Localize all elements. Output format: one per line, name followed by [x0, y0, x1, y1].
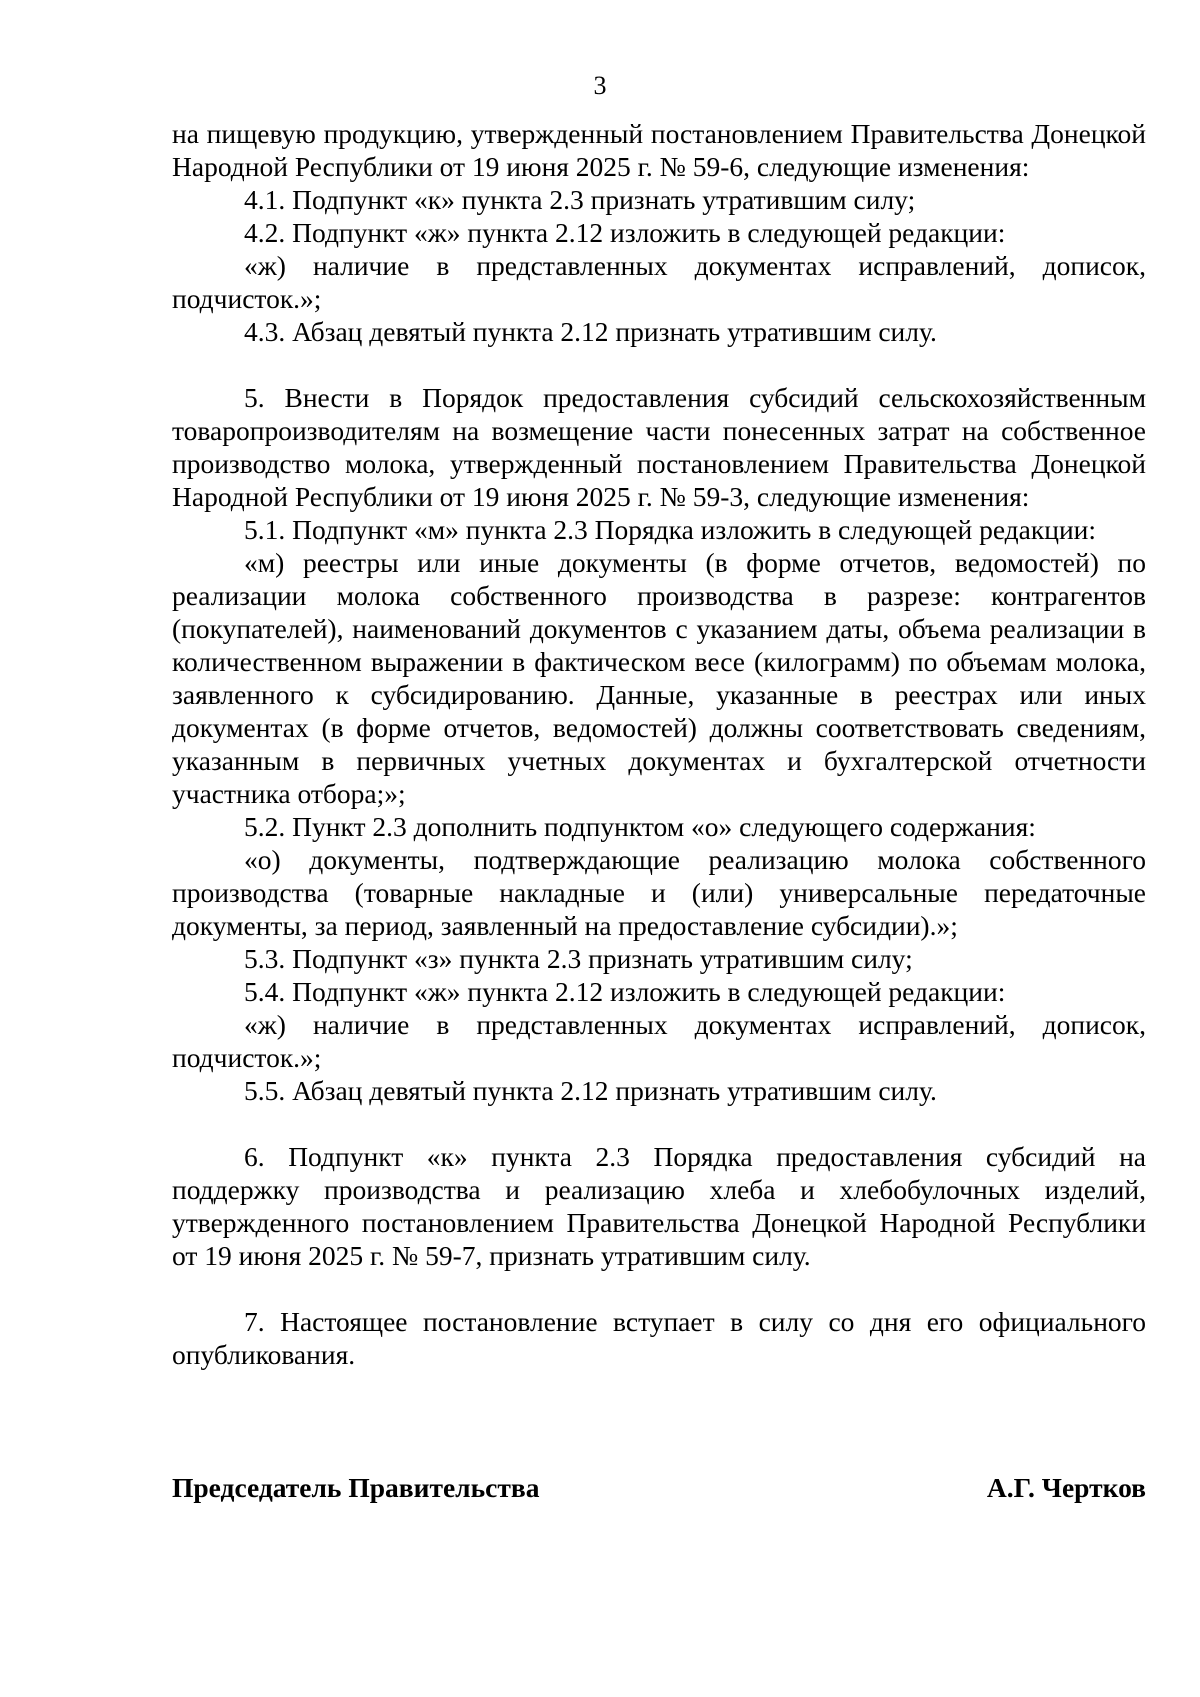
signatory-position: Председатель Правительства: [172, 1472, 540, 1503]
paragraph-5-5: 5.5. Абзац девятый пункта 2.12 признать утратившим силу.: [244, 1075, 937, 1106]
signature-block: [172, 1471, 1146, 1504]
paragraph-5-1-text: «м) реестры или иные документы (в форме отчетов, ведомостей) по реализации молока собственного производства в разрезе: контрагентов (покупателей), наименований документов с указанием даты, объема реализации в количественном выражении в фактическом весе (килограмм) по объемам молока, заявленного к субсидированию. Данные, указанные в реестрах или иных документах (в форме отчетов, ведомостей) должны соответствовать сведениям, указанным в первичных учетных документах и бухгалтерской отчетности участника отбора;»;: [172, 547, 1146, 809]
paragraph-5-3: 5.3. Подпункт «з» пункта 2.3 признать утратившим силу;: [244, 943, 913, 974]
paragraph-7: 7. Настоящее постановление вступает в силу со дня его официального опубликования.: [172, 1306, 1146, 1370]
paragraph-5-4: 5.4. Подпункт «ж» пункта 2.12 изложить в следующей редакции:: [244, 976, 1006, 1007]
paragraph-gap: [172, 1272, 1146, 1305]
paragraph-5: 5. Внести в Порядок предоставления субсидий сельскохозяйственным товаропроизводителям на возмещение части понесенных затрат на собственное производство молока, утвержденный постановлением Правительства Донецкой Народной Республики от 19 июня 2025 г. № 59-3, следующие изменения:: [172, 382, 1146, 512]
paragraph-5-2: 5.2. Пункт 2.3 дополнить подпунктом «о» следующего содержания:: [244, 811, 1036, 842]
paragraph-4-3: 4.3. Абзац девятый пункта 2.12 признать утратившим силу.: [244, 316, 937, 347]
paragraph-continuation: на пищевую продукцию, утвержденный постановлением Правительства Донецкой Народной Республики от 19 июня 2025 г. № 59-6, следующие изменения:: [172, 118, 1146, 182]
paragraph-4-2: 4.2. Подпункт «ж» пункта 2.12 изложить в следующей редакции:: [244, 217, 1006, 248]
signatory-name: А.Г. Чертков: [986, 1472, 1146, 1503]
paragraph-6: 6. Подпункт «к» пункта 2.3 Порядка предоставления субсидий на поддержку производства и реализацию хлеба и хлебобулочных изделий, утвержденного постановлением Правительства Донецкой Народной Республики от 19 июня 2025 г. № 59-7, признать утратившим силу.: [172, 1141, 1146, 1271]
paragraph-5-4-text: «ж) наличие в представленных документах исправлений, дописок, подчисток.»;: [172, 1009, 1146, 1073]
page-number: 3: [593, 71, 607, 100]
paragraph-5-2-text: «о) документы, подтверждающие реализацию молока собственного производства (товарные накладные и (или) универсальные передаточные документы, за период, заявленный на предоставление субсидии).»;: [172, 844, 1146, 941]
paragraph-4-1: 4.1. Подпункт «к» пункта 2.3 признать утратившим силу;: [244, 184, 916, 215]
paragraph-gap: [172, 348, 1146, 381]
document-body: [172, 117, 1146, 1371]
paragraph-gap: [172, 1107, 1146, 1140]
paragraph-5-1: 5.1. Подпункт «м» пункта 2.3 Порядка изложить в следующей редакции:: [244, 514, 1097, 545]
paragraph-4-2-text: «ж) наличие в представленных документах исправлений, дописок, подчисток.»;: [172, 250, 1146, 314]
